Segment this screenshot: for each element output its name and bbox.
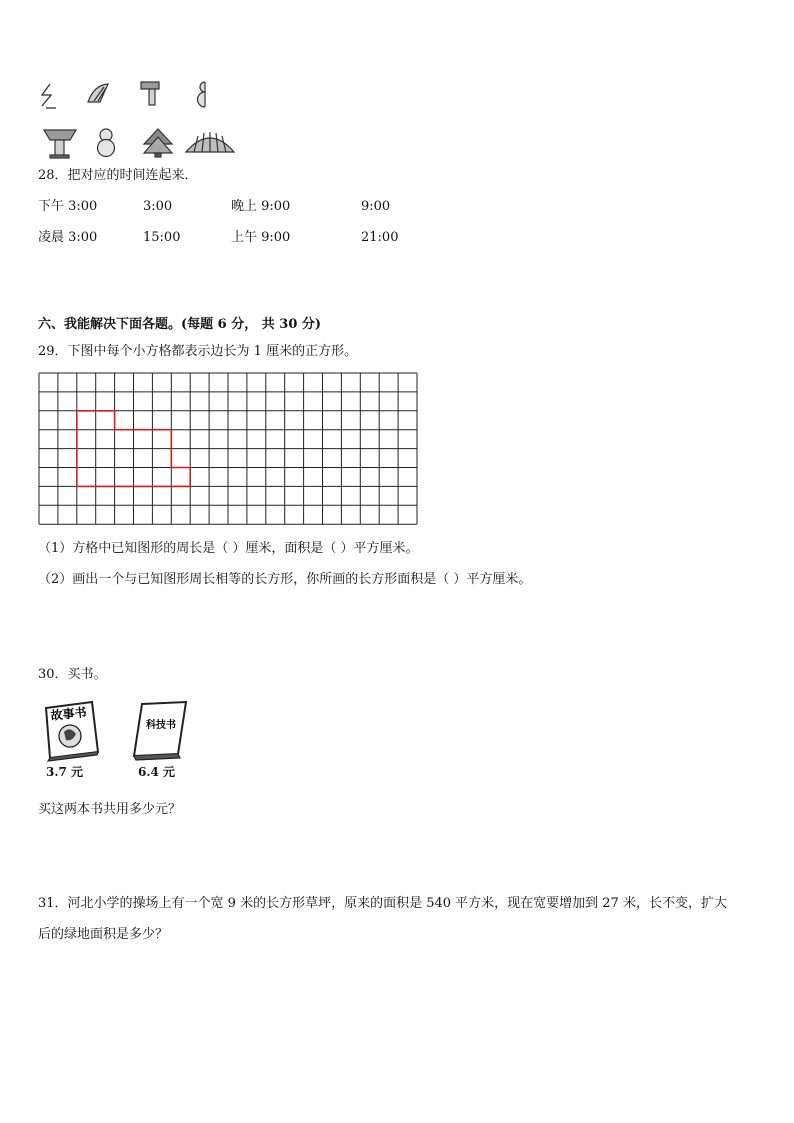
q31-line2: 后的绿地面积是多少？ — [38, 927, 169, 942]
q28-title: 28．把对应的时间连起来． — [38, 168, 198, 183]
snowman-icon — [98, 129, 115, 157]
q29-sub1: （1）方格中已知图形的周长是（ ）厘米，面积是（ ）平方厘米。 — [38, 541, 419, 556]
q31-line1: 31．河北小学的操场上有一个宽 9 米的长方形草坪，原来的面积是 540 平方米，现在宽要增加到 27 米，长不变，扩大 — [38, 896, 727, 911]
umbrella-icon — [186, 132, 234, 152]
q28-row1-col2: 3:00 — [143, 199, 173, 214]
half-umbrella-icon — [88, 84, 108, 102]
q28-row1-col4: 9:00 — [361, 199, 391, 214]
book-tech — [128, 698, 192, 762]
q28-row2-col3: 上午 9:00 — [231, 230, 291, 245]
half-symmetric-lightning-icon — [42, 84, 56, 108]
q29-grid — [38, 372, 418, 526]
lamp-icon — [44, 130, 76, 158]
q28-row2-col1: 凌晨 3:00 — [38, 230, 98, 245]
section6-title: 六、我能解决下面各题。(每题 6 分， 共 30 分) — [38, 317, 322, 332]
q28-row1-col3: 晚上 9:00 — [231, 199, 291, 214]
q30-title: 30．买书。 — [38, 667, 107, 682]
figure-row-bottom — [38, 124, 238, 160]
q28-row2-col2: 15:00 — [143, 230, 181, 245]
book-tech-title: 科技书 — [146, 720, 176, 731]
book-story — [40, 698, 102, 762]
book-story-title: 故事书 — [49, 705, 88, 723]
q29-sub2: （2）画出一个与已知图形周长相等的长方形，你所画的长方形面积是（ ）平方厘米。 — [38, 572, 532, 587]
book-story-price: 3.7 元 — [46, 765, 84, 779]
book-tech-price: 6.4 元 — [138, 765, 176, 779]
q29-title: 29．下图中每个小方格都表示边长为 1 厘米的正方形。 — [38, 344, 358, 359]
q30-question: 买这两本书共用多少元？ — [38, 802, 182, 817]
tree-icon — [144, 129, 172, 157]
half-snowman-icon — [198, 82, 206, 107]
q28-row1-col1: 下午 3:00 — [38, 199, 98, 214]
q28-row2-col4: 21:00 — [361, 230, 399, 245]
half-lamp-icon — [141, 82, 159, 105]
figure-row-top — [38, 80, 218, 112]
